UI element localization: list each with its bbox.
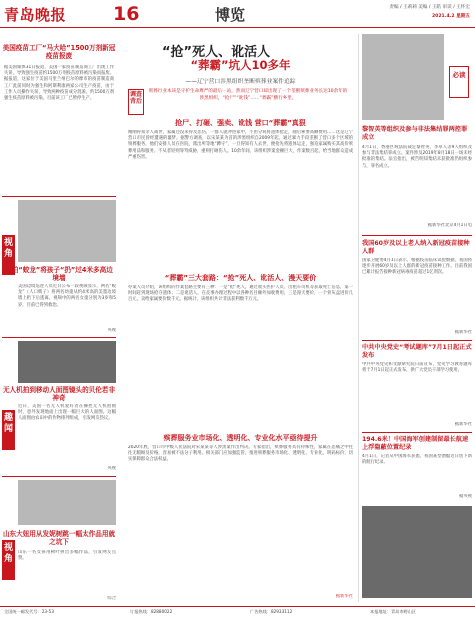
story2-body: 美国边境巡逻人员近日公布一段视频显示，两名“蛟龙”（人口贩子）将两名幼童从约4米高的美墨边境墙上扔下后逃离。视频中的两名女童分别为3岁和5岁，目前已得到救治。 — [18, 284, 116, 308]
main-subheadline: ——辽宁营口涉黑组织垄断殡葬业案件追踪 — [185, 79, 296, 85]
right-story4-headline: 194.6米！中国海军创建制留最长航速上浮隐蔽位置纪录 — [362, 436, 469, 451]
divider — [362, 235, 472, 236]
right-story3-headline: 中共中央党史“考试题库”7月1日起正式发布 — [362, 344, 472, 359]
story1-headline: 美国疫苗工厂“马大哈”1500万剂新冠疫苗报废 — [2, 44, 116, 61]
right-story3-byline: 据新华社 — [454, 422, 472, 427]
main-topline: “抢”死人、讹活人 — [162, 45, 271, 60]
divider — [2, 476, 116, 477]
section3-title: 殡葬服务业市场化、透明化、专业化水平亟待提升 — [163, 434, 318, 442]
story4-photo — [18, 480, 116, 525]
section-tag-curiosity: 趣闻 — [2, 410, 15, 450]
divider — [2, 337, 116, 338]
story2-byline: 央视 — [107, 328, 116, 333]
newspaper-logo: 青岛晚报 — [4, 6, 67, 24]
story2-headline: 实拍“蛟龙”将孩子“扔”过4米多高边境墙 — [5, 266, 113, 283]
section-title: 博览 — [215, 6, 246, 24]
main-headline: “葬霸”坑人10多年 — [190, 58, 291, 72]
right-story2-body: 国家卫健委4月1日表示，根据疫苗临床试验数据，我国将逐步开展60岁及以上人群的新冠疫苗接种工作。目前我国已累计报告接种新冠病毒疫苗超过1亿剂次。 — [362, 258, 472, 276]
footer-ads: 广告热线：82933112 — [250, 609, 293, 614]
right-bottom-photo — [362, 506, 472, 598]
section2-body: 办案人员介绍，该组织的作案套路主要有三种：一是“抢”死人，通过收买医护人员、出租车司机等获取死亡信息，第一时间赶到现场抢夺遗体；二是讹活人，在丧事办理过程中以各种名目额外加收费用；三是漫天要价，一个骨灰盒进价几百元，卖给家属要价数千元。据统计，该组织共计非法获利数千万元。 — [128, 285, 353, 303]
editor-credits: 责编 / 王莉莉 美编 / 王皓 审读 / 王怀宏 — [389, 5, 470, 10]
header-meta — [389, 3, 470, 21]
section3-body: 2020年底，营口市中级人民法院对宋某某等人涉黑案作出判决。专家指出，殡葬服务具有特殊性，家属在悲痛之中往往无暇顾及价格，容易被不法分子利用。相关部门应加强监管，推进殡葬服务市场化、透明化、专业化，明码标价，切实保障群众合法权益。 — [128, 445, 353, 463]
main-lead: 殡葬行业本该是守护生命尊严的最后一站，然而辽宁营口却出现了一个垄断殡葬业务长达10余年的涉黑组织，“抢尸”“讹钱”……“葬霸”横行乡里。 — [148, 89, 348, 101]
right-story1-body: 4月1日，香港区域法院裁定黎智英、李卓人等9人组织及参与非法集结罪成立。案件涉及2019年8月18日一场未经批准的集结。法官指出，被告明知集结未获批准仍组织参与，罪名成立。 — [362, 145, 472, 169]
story4-body: 山东一名女孩用树叶拼出多幅作品，引发网友点赞。 — [18, 550, 116, 562]
divider — [362, 432, 472, 433]
left-column — [0, 30, 118, 605]
story3-headline: 无人机拍到移动人面图镜头的贝伦若非神奇 — [2, 386, 116, 403]
story3-byline: 央视 — [107, 466, 116, 471]
right-top-photo — [362, 34, 444, 120]
column-divider — [358, 34, 359, 602]
right-story2-headline: 我国60岁及以上老人纳入新冠疫苗接种人群 — [362, 240, 470, 255]
footer-address: 本报地址：青岛市崂山区 — [370, 609, 417, 614]
right-story4-body: 4月1日，记者从中国海军获悉，我国某型潜艇近日创下新的航行纪录。 — [362, 454, 472, 466]
story2-photo — [18, 200, 116, 262]
section2-title: “葬霸”三大套路：“抢”死人、讹活人、漫天要价 — [164, 274, 317, 282]
investigation-tag: 调查背后 — [128, 89, 144, 115]
right-story3-body: 中共中央党史和文献研究院日前宣布，党史学习教育题库将于7月1日起正式发布，供广大党员干部学习使用。 — [362, 362, 472, 374]
section-tag-perspective-2: 视角 — [2, 540, 15, 580]
right-story2-byline: 据新华社 — [454, 330, 472, 335]
story3-body: 近日，美国一名无人机爱好者在操控无人机拍摄时，意外发现地面上出现一幅巨大的人面图。这幅人面图由农田中的作物排列组成，引发网友热议。 — [18, 404, 116, 422]
story1-body: 据美国媒体31日报道，美国一家疫苗制造商工厂出现工作失误，导致强生疫苗约1500万剂疫苗原料被污染而报废。据报道，这家位于美国马里兰州巴尔的摩市的疫苗制造商工厂此前同时为强生和阿斯利康两家公司生产疫苗，由于工作人员操作失误，导致两种疫苗成分混淆，约1500万剂强生疫苗原料被污染。目前该工厂已暂停生产。 — [4, 65, 114, 102]
right-story4-byline: 据央视 — [459, 494, 472, 499]
footer-mail-code: 全国统一邮发代号：23-53 — [4, 609, 54, 614]
story4-headline: 山东大妞用从发妮树跳一幅太作品用就之坑下 — [2, 530, 116, 547]
footer-subscription: 订报热线：82880022 — [130, 609, 173, 614]
main-byline: 据新华社 — [335, 594, 353, 599]
issue-date: 2021.4.2 星期五 — [431, 14, 470, 19]
story3-photo — [18, 341, 116, 383]
divider — [362, 340, 472, 341]
page-number: 16 — [113, 3, 140, 25]
story4-byline: 综合 — [107, 596, 116, 601]
right-story1-byline: 据新华社北京4月1日电 — [427, 223, 472, 228]
must-read-tag: 必读 — [449, 66, 469, 98]
section1-title: 抢尸、打砸、强卖、讹钱 营口“葬霸”真狠 — [175, 119, 306, 127]
section-tag-perspective: 视角 — [2, 235, 15, 275]
page-footer — [0, 606, 475, 620]
page-header — [0, 0, 475, 28]
divider — [2, 196, 116, 197]
section1-body: 刚刚得知亲人离世，家属还没来得及悲伤，一群人就冲进家中，不由分说将遗体抢走，随后索要高额费用……这是辽宁营口市民曾经遭遇的噩梦。据警方调查，以宋某某为首的涉黑组织自2009年起，通过暴力手段垄断了营口多个区域的殡葬服务，他们安排人员在医院、派出所等地“蹲守”，一旦得知有人去世，便抢先将遗体运走，强迫家属购买其高价殡葬用品和服务。不从者轻则辱骂威胁，重则打砸伤人。10余年间，该组织涉案金额巨大，作案数百起，给当地群众造成严重伤害。 — [128, 130, 353, 160]
right-story1-headline: 黎智英等组织及参与非法集结罪两控罪成立 — [362, 126, 468, 141]
